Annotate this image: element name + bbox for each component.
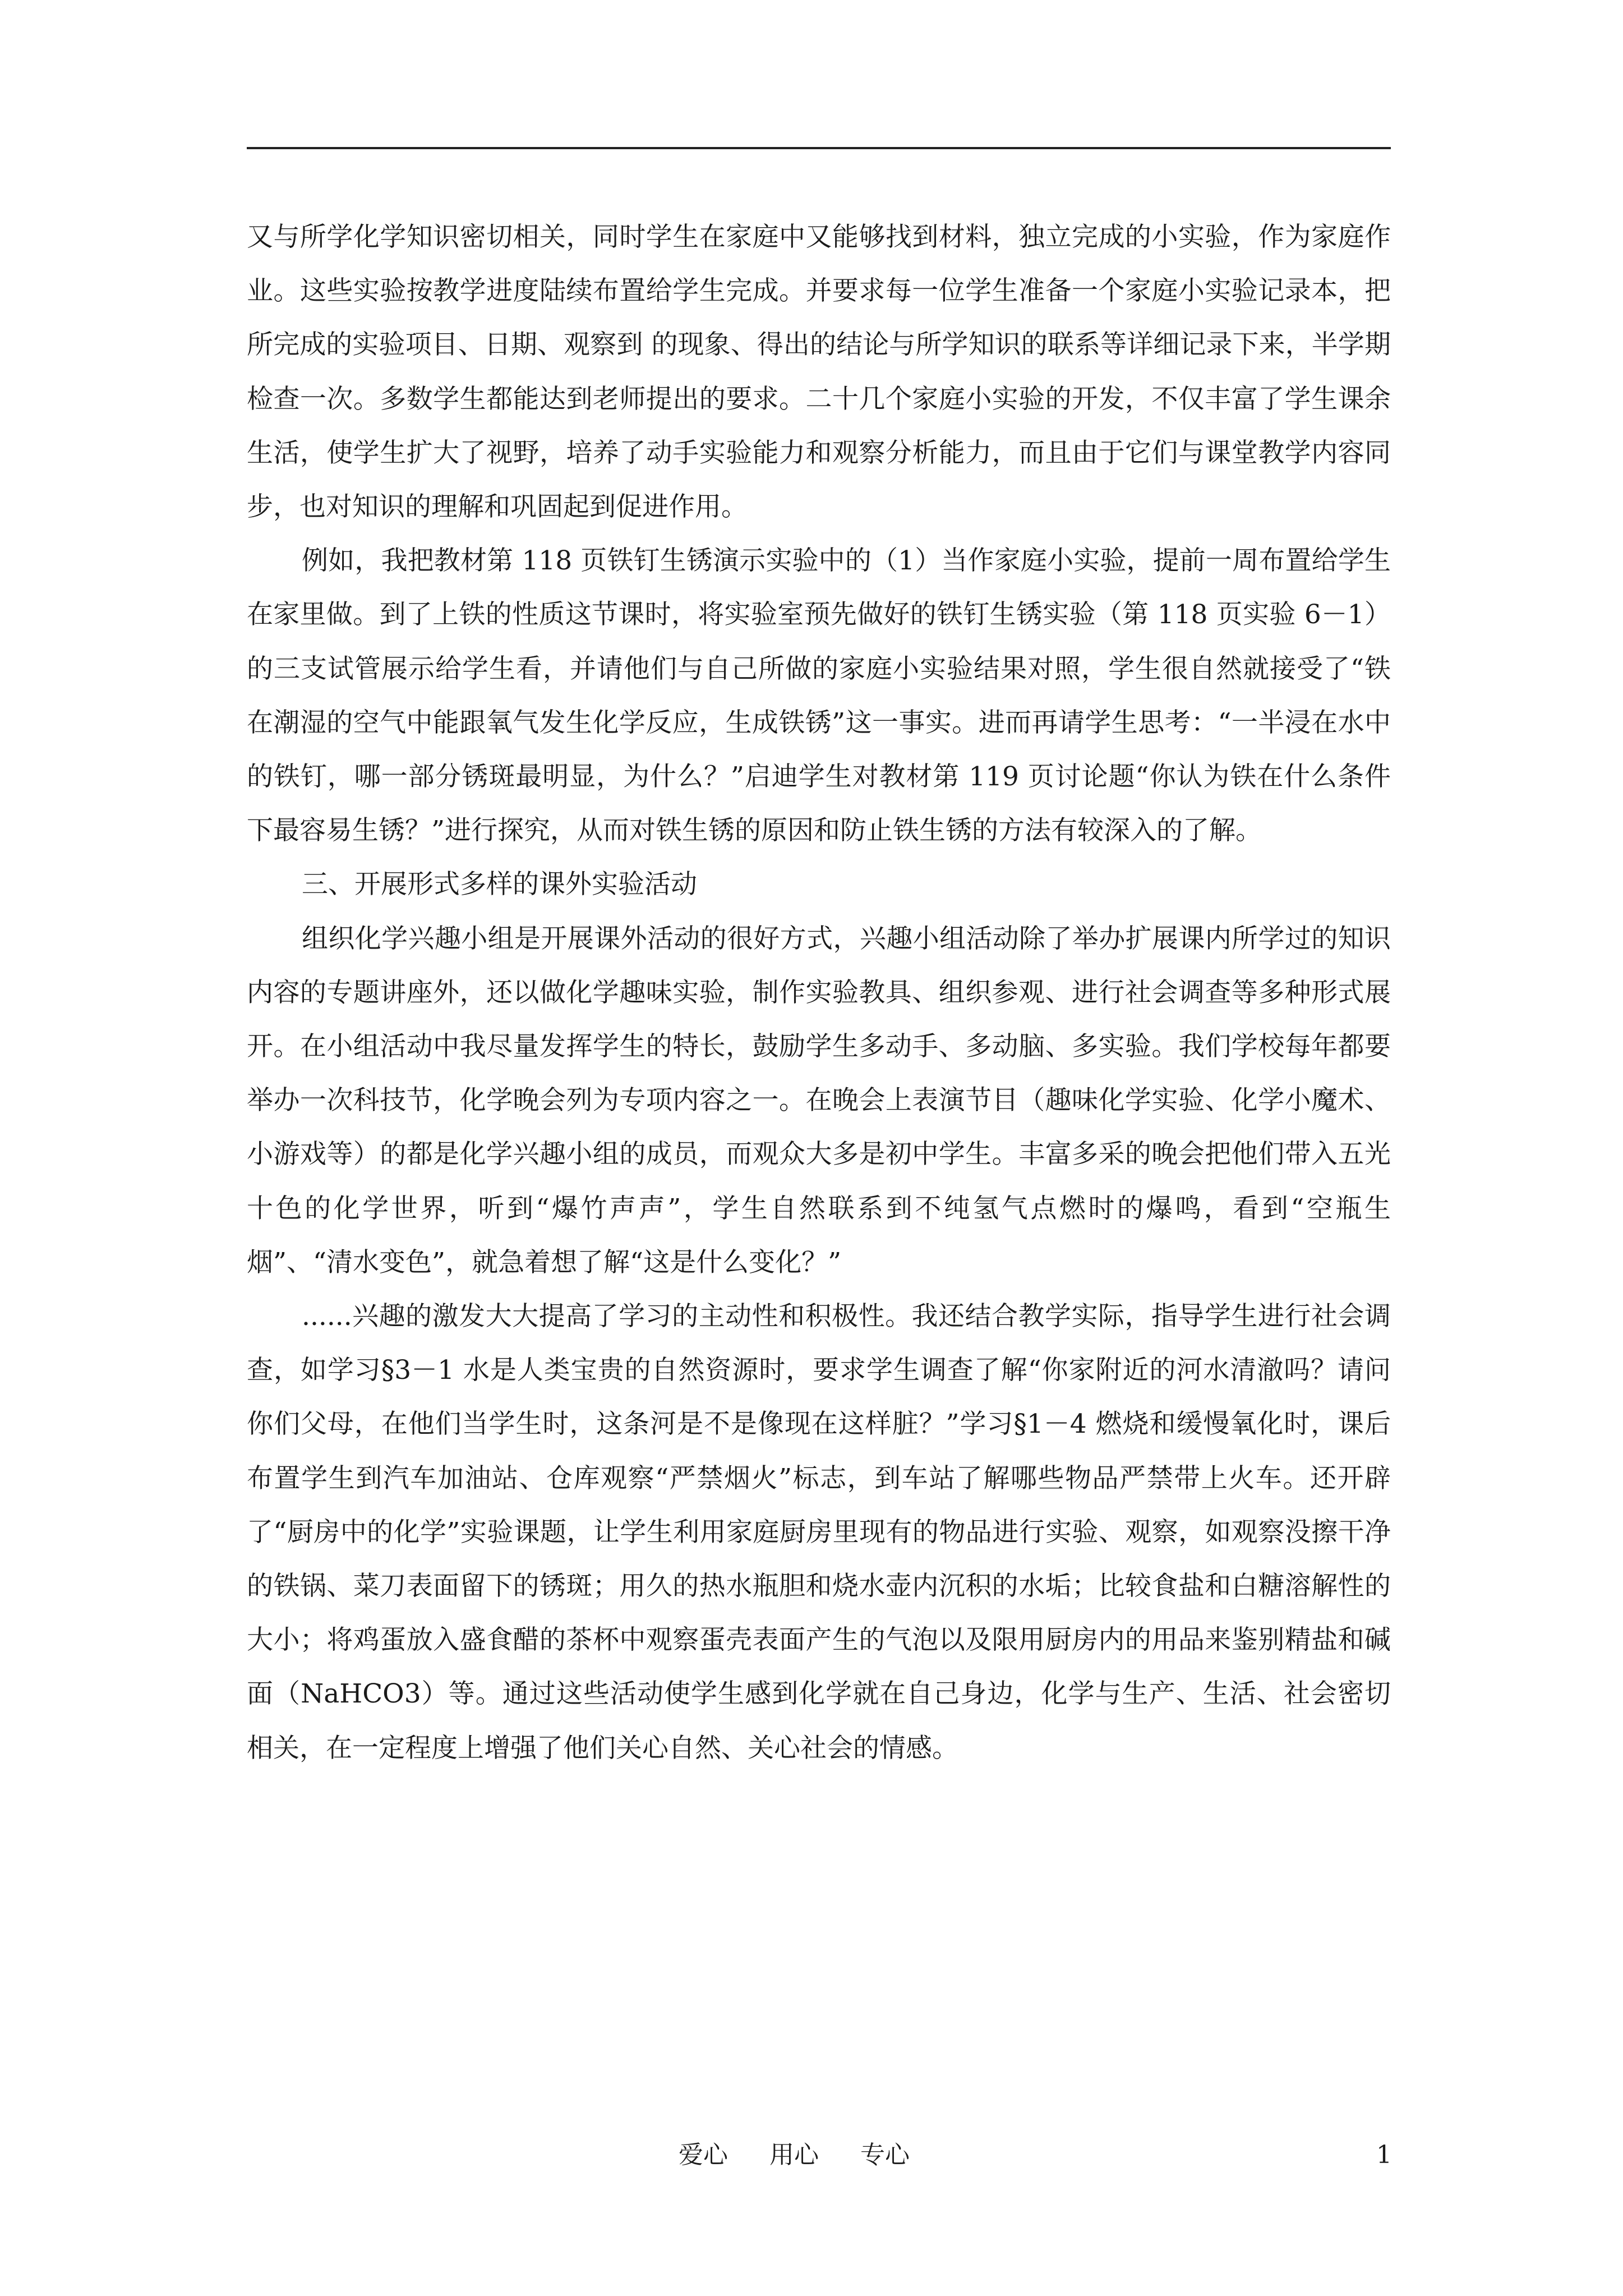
page-footer	[0, 2138, 1623, 2172]
paragraph: 组织化学兴趣小组是开展课外活动的很好方式，兴趣小组活动除了举办扩展课内所学过的知识内容的专题讲座外，还以做化学趣味实验，制作实验教具、组织参观、进行社会调查等多种形式展开。在小组活动中我尽量发挥学生的特长，鼓励学生多动手、多动脑、多实验。我们学校每年都要举办一次科技节，化学晚会列为专项内容之一。在晚会上表演节目（趣味化学实验、化学小魔术、小游戏等）的都是化学兴趣小组的成员，而观众大多是初中学生。丰富多采的晚会把他们带入五光十色的化学世界，听到“爆竹声声”，学生自然联系到不纯氢气点燃时的爆鸣，看到“空瓶生烟”、“清水变色”，就急着想了解“这是什么变化？”	[247, 923, 1391, 1278]
paragraph: 又与所学化学知识密切相关，同时学生在家庭中又能够找到材料，独立完成的小实验，作为家庭作业。这些实验按教学进度陆续布置给学生完成。并要求每一位学生准备一个家庭小实验记录本，把所完成的实验项目、日期、观察到 的现象、得出的结论与所学知识的联系等详细记录下来，半学期检查一次。多数学生都能达到老师提出的要求。二十几个家庭小实验的开发，不仅丰富了学生课余生活，使学生扩大了视野，培养了动手实验能力和观察分析能力，而且由于它们与课堂教学内容同步，也对知识的理解和巩固起到促进作用。	[247, 222, 1391, 523]
footer-slogan-item: 用心	[769, 2141, 819, 2169]
paragraph: 例如，我把教材第 118 页铁钉生锈演示实验中的（1）当作家庭小实验，提前一周布置给学生在家里做。到了上铁的性质这节课时，将实验室预先做好的铁钉生锈实验（第 118 页实验 6－1）的三支试管展示给学生看，并请他们与自己所做的家庭小实验结果对照，学生很自然就接受了“铁在潮湿的空气中能跟氧气发生化学反应，生成铁锈”这一事实。进而再请学生思考：“一半浸在水中的铁钉，哪一部分锈斑最明显，为什么？”启迪学生对教材第 119 页讨论题“你认为铁在什么条件下最容易生锈？”进行探究，从而对铁生锈的原因和防止铁生锈的方法有较深入的了解。	[247, 545, 1391, 846]
document-body	[247, 210, 1391, 1775]
page-number: 1	[1376, 2141, 1392, 2169]
paragraph: ......兴趣的激发大大提高了学习的主动性和积极性。我还结合教学实际，指导学生进行社会调查，如学习§3－1 水是人类宝贵的自然资源时，要求学生调查了解“你家附近的河水清澈吗？请问你们父母，在他们当学生时，这条河是不是像现在这样脏？”学习§1－4 燃烧和缓慢氧化时，课后布置学生到汽车加油站、仓库观察“严禁烟火”标志，到车站了解哪些物品严禁带上火车。还开辟了“厨房中的化学”实验课题，让学生利用家庭厨房里现有的物品进行实验、观察，如观察没擦干净的铁锅、菜刀表面留下的锈斑；用久的热水瓶胆和烧水壶内沉积的水垢；比较食盐和白糖溶解性的大小；将鸡蛋放入盛食醋的茶杯中观察蛋壳表面产生的气泡以及限用厨房内的用品来鉴别精盐和碱面（NaHCO3）等。通过这些活动使学生感到化学就在自己身边，化学与生产、生活、社会密切相关，在一定程度上增强了他们关心自然、关心社会的情感。	[247, 1301, 1391, 1764]
footer-slogan	[679, 2138, 951, 2172]
footer-slogan-item: 爱心	[679, 2141, 728, 2169]
header-rule	[247, 147, 1391, 149]
section-heading: 三、开展形式多样的课外实验活动	[302, 869, 697, 900]
footer-slogan-item: 专心	[860, 2141, 910, 2169]
